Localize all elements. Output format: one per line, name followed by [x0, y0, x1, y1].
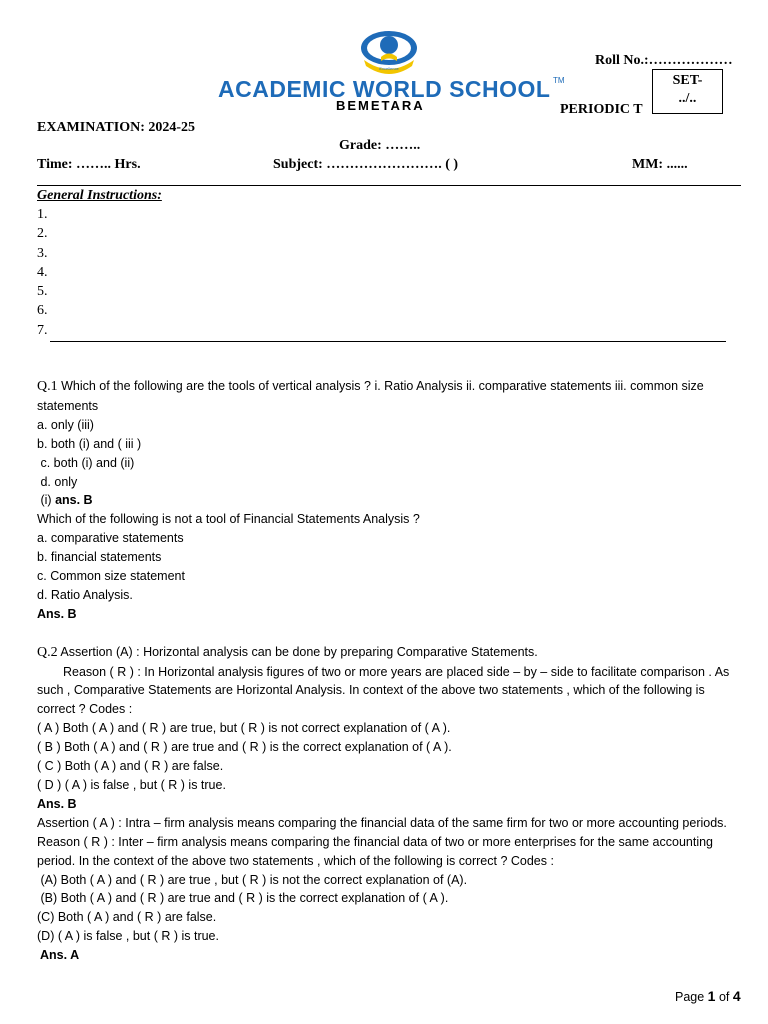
school-city: BEMETARA — [336, 98, 425, 113]
q2b-answer: Ans. A — [37, 948, 80, 963]
trademark-mark: TM — [553, 76, 565, 85]
q2b-option-a: (A) Both ( A ) and ( R ) are true , but ( R ) is not the correct explanation of (A). — [37, 872, 468, 887]
q1-option-a: a. only (iii) — [37, 417, 94, 432]
q1-option-d-cont: (i) — [37, 493, 56, 508]
set-label: SET- — [672, 73, 703, 88]
examination-year: EXAMINATION: 2024-25 — [37, 120, 196, 135]
q1-option-d: d. only — [37, 474, 78, 489]
instruction-item: 1. — [37, 207, 48, 222]
page-total: 4 — [732, 988, 741, 1004]
q1b-option-c: c. Common size statement — [37, 569, 185, 584]
q1-answer: ans. B — [55, 493, 93, 508]
question-body — [37, 377, 743, 965]
instruction-item: 6. — [37, 303, 48, 318]
periodic-test-label: PERIODIC T — [560, 102, 643, 117]
q2-option-d: ( D ) ( A ) is false , but ( R ) is true. — [37, 778, 226, 793]
q2b-option-d: (D) ( A ) is false , but ( R ) is true. — [37, 929, 219, 944]
q2b-option-c: (C) Both ( A ) and ( R ) are false. — [37, 910, 217, 925]
instructions-title: General Instructions: — [37, 188, 162, 203]
q1-option-c: c. both (i) and (ii) — [37, 455, 135, 470]
q2-option-b: ( B ) Both ( A ) and ( R ) are true and ( R ) is the correct explanation of ( A ). — [37, 740, 452, 755]
q1-number: Q.1 — [37, 379, 58, 394]
q2-option-a: ( A ) Both ( A ) and ( R ) are true, but ( R ) is not correct explanation of ( A ). — [37, 721, 451, 736]
instruction-item: 5. — [37, 284, 48, 299]
q1b-answer: Ans. B — [37, 606, 77, 621]
page-number: 1 — [707, 988, 716, 1004]
q2-number: Q.2 — [37, 644, 58, 660]
time-field: Time: …….. Hrs. — [37, 157, 141, 172]
logo-banner-text: Excellence — [379, 66, 399, 71]
q2b-question: Assertion ( A ) : Intra – firm analysis means comparing the financial data of the same firm for two or more accounting periods. Reason ( R ) : Inter – firm analysis means comparing the financial data of two or more enterprises for the same accounting period. In the context of the above two statements , which of the following is correct ? Codes : — [37, 815, 727, 868]
q2-reason — [37, 663, 743, 720]
instruction-item: 7. — [37, 323, 48, 338]
q1-answer-line — [37, 491, 743, 510]
set-box — [652, 69, 723, 114]
q2-reason-text: Reason ( R ) : In Horizontal analysis figures of two or more years are placed side – by – side to facilitate comparison . As such , Comparative Statements are Horizontal Analysis. In context of the above two statements , which of the following is correct ? Codes : — [37, 664, 730, 717]
q1-question — [37, 377, 743, 416]
of-label: of — [715, 990, 733, 1004]
instruction-item: 3. — [37, 246, 48, 261]
q1-option-b: b. both (i) and ( iii ) — [37, 436, 142, 451]
q1b-option-a: a. comparative statements — [37, 531, 184, 546]
subject-field: Subject: ……………………. ( ) — [273, 157, 459, 172]
school-name: ACADEMIC WORLD SCHOOL — [218, 76, 551, 102]
grade-field: Grade: …….. — [339, 138, 421, 153]
q2-answer: Ans. B — [37, 796, 77, 811]
q1b-option-d: d. Ratio Analysis. — [37, 587, 133, 602]
instruction-item: 2. — [37, 226, 48, 241]
roll-number-field: Roll No.:……………… — [595, 53, 733, 68]
max-marks-field: MM: ...... — [632, 157, 688, 172]
header-divider — [37, 185, 741, 186]
set-value: ../.. — [678, 91, 697, 106]
instruction-item: 4. — [37, 265, 48, 280]
q1b-option-b: b. financial statements — [37, 550, 162, 565]
q1-text: Which of the following are the tools of vertical analysis ? i. Ratio Analysis ii. comparative statements iii. common size statements — [37, 379, 704, 413]
page-label: Page — [675, 990, 708, 1004]
q1b-question: Which of the following is not a tool of Financial Statements Analysis ? — [37, 512, 420, 527]
school-logo-icon — [356, 30, 422, 78]
q2b-option-b: (B) Both ( A ) and ( R ) are true and ( R ) is the correct explanation of ( A ). — [37, 891, 449, 906]
page-footer — [675, 988, 741, 1004]
instructions-divider — [50, 341, 726, 342]
q2-assertion-text: Assertion (A) : Horizontal analysis can be done by preparing Comparative Statements. — [57, 644, 538, 659]
q2-option-c: ( C ) Both ( A ) and ( R ) are false. — [37, 759, 224, 774]
q2-assertion — [37, 643, 743, 663]
